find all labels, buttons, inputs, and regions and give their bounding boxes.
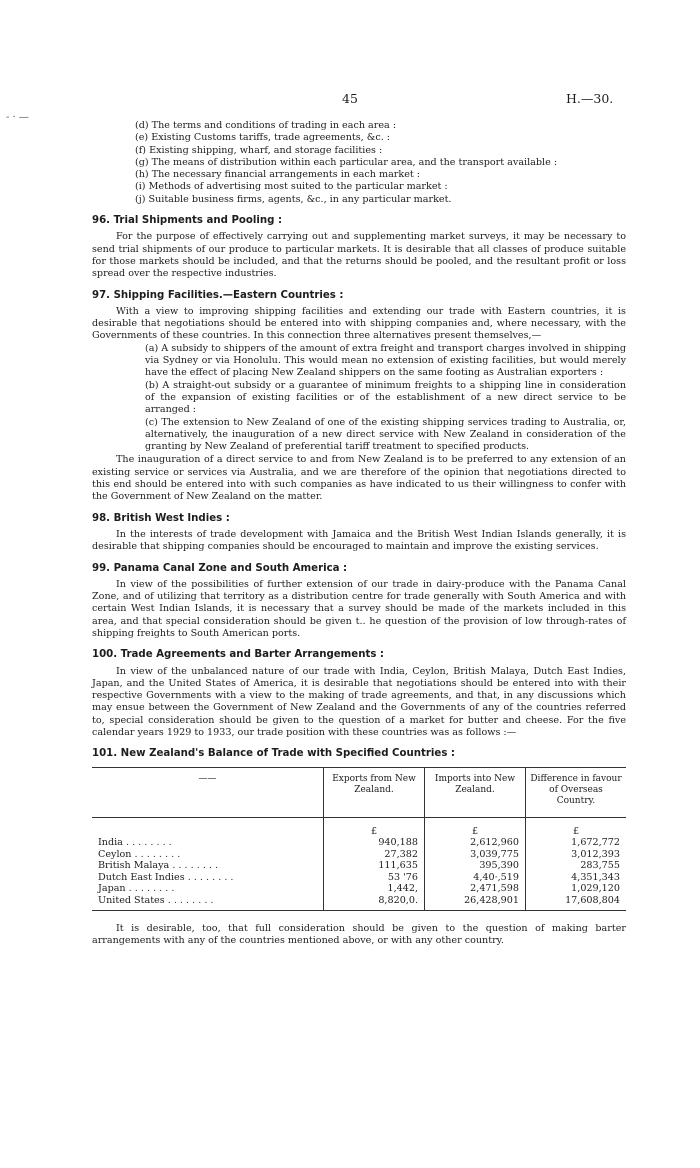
list-item: (f) Existing shipping, wharf, and storage facilities : — [135, 144, 383, 156]
country-name: Japan — [98, 883, 126, 895]
alternative-item: (a) A subsidy to shippers of the amount of extra freight and transport charges involved in shipping via Sydney or via Honolulu. This would mean no extension of existing facilities, but would merely have the effect of placing New Zealand shippers on the same footing as Australian exporters : — [145, 342, 626, 379]
exports-value: 1,442, — [324, 883, 425, 895]
unit-label: £ — [324, 817, 425, 837]
alternative-item: (c) The extension to New Zealand of one of the existing shipping services trading to Australia, or, alternatively, the inauguration of a new direct service with New Zealand in consideration of the granting by New Zealand of preferential tariff treatment to specified products. — [145, 416, 626, 453]
leader-dots: . . . . . . . . — [172, 860, 219, 872]
difference-value: 4,351,343 — [526, 872, 627, 884]
section-100-text: In view of the unbalanced nature of our trade with India, Ceylon, British Malaya, Dutch East Indies, Japan, and the United States of America, it is desirable that negotiations should be entered into with their respective Governments with a view to the making of trade agreements, and that, in any discussions which may ensue between the Government of New Zealand and the Governments of any of the countries referred to, special consideration should be given to the question of a market for butter and cheese. For the five calendar years 1929 to 1933, our trade position with these countries was as follows :— — [92, 665, 626, 739]
table-header-row — [92, 767, 626, 817]
difference-value: 3,012,393 — [526, 849, 627, 861]
balance-of-trade-table — [92, 767, 626, 912]
country-name: United States — [98, 894, 165, 906]
section-97-intro: With a view to improving shipping facilities and extending our trade with Eastern countries, it is desirable that negotiations should be entered into with shipping companies and, where necessary, with the Governments of these countries. In this connection three alternatives present themselves,— — [92, 305, 626, 342]
section-99-text: In view of the possibilities of further extension of our trade in dairy-produce with the Panama Canal Zone, and of utilizing that territory as a distribution centre for trade generally with South America and with certain West Indian Islands, it is necessary that a survey should be made of the markets included in this area, and that special consideration should be given t.. he question of the provision of low through-rates of shipping freights to South American ports. — [92, 578, 626, 639]
unit-label: £ — [425, 817, 526, 837]
leader-dots: . . . . . . . . — [167, 894, 214, 906]
page-number: 45 — [342, 91, 358, 106]
alternative-item: (b) A straight-out subsidy or a guarantee of minimum freights to a shipping line in consideration of the expansion of existing facilities or of the establishment of a new direct service to be arranged : — [145, 379, 626, 416]
country-name: India — [98, 837, 123, 849]
imports-value: 26,428,901 — [425, 895, 526, 911]
exports-value: 27,382 — [324, 849, 425, 861]
table-row — [92, 849, 626, 861]
leader-dots: . . . . . . . . — [187, 871, 234, 883]
section-101-heading: 101. New Zealand's Balance of Trade with Specified Countries : — [92, 748, 455, 760]
exports-column-header: Exports from New Zealand. — [324, 767, 425, 817]
exports-value: 940,188 — [324, 837, 425, 849]
list-item: (j) Suitable business firms, agents, &c., in any particular market. — [135, 193, 452, 205]
imports-value: 2,612,960 — [425, 837, 526, 849]
document-reference: H.—30. — [566, 91, 614, 106]
table-unit-row — [92, 817, 626, 837]
section-96-heading: 96. Trial Shipments and Pooling : — [92, 215, 283, 227]
country-name: Dutch East Indies — [98, 871, 185, 883]
section-97-heading: 97. Shipping Facilities.—Eastern Countries : — [92, 289, 344, 301]
list-item: (i) Methods of advertising most suited to the particular market : — [135, 181, 448, 193]
section-97-conclusion: The inauguration of a direct service to and from New Zealand is to be preferred to any extension of an existing service or services via Australia, and we are therefore of the opinion that negotiations directed to this end should be entered into with such companies as have indicated to us their willingness to confer with the Government of New Zealand on the matter. — [92, 454, 626, 503]
exports-value: 53 '76 — [324, 872, 425, 884]
table-corner-header: —— — [92, 767, 324, 817]
difference-value: 1,672,772 — [526, 837, 627, 849]
margin-mark: - · — — [6, 112, 29, 123]
unit-label: £ — [526, 817, 627, 837]
imports-value: 395,390 — [425, 860, 526, 872]
section-99-heading: 99. Panama Canal Zone and South America : — [92, 562, 348, 574]
table-row — [92, 895, 626, 911]
table-row — [92, 860, 626, 872]
leader-dots: . . . . . . . . — [134, 848, 181, 860]
country-name: Ceylon — [98, 848, 132, 860]
section-101-closing: It is desirable, too, that full consideration should be given to the question of making barter arrangements with any of the countries mentioned above, or with any other country. — [92, 923, 626, 947]
survey-items-list — [92, 120, 626, 206]
difference-value: 17,608,804 — [526, 895, 627, 911]
list-item: (h) The necessary financial arrangements in each market : — [135, 169, 421, 181]
exports-value: 8,820,0. — [324, 895, 425, 911]
list-item: (e) Existing Customs tariffs, trade agreements, &c. : — [135, 132, 391, 144]
leader-dots: . . . . . . . . — [128, 883, 175, 895]
section-96-text: For the purpose of effectively carrying out and supplementing market surveys, it may be necessary to send trial shipments of our produce to particular markets. It is desirable that all classes of produce suitable for those markets should be included, and that the returns should be pooled, and the resultant profit or loss spread over the respective industries. — [92, 231, 626, 280]
table-row — [92, 883, 626, 895]
list-item: (d) The terms and conditions of trading in each area : — [135, 120, 397, 131]
list-item: (g) The means of distribution within each particular area, and the transport available : — [135, 156, 558, 168]
table-row — [92, 872, 626, 884]
section-98-text: In the interests of trade development with Jamaica and the British West Indian Islands generally, it is desirable that shipping companies should be encouraged to maintain and improve the existing services. — [92, 528, 626, 553]
section-98-heading: 98. British West Indies : — [92, 512, 230, 524]
difference-column-header: Difference in favour of Overseas Country. — [526, 767, 627, 817]
imports-value: 3,039,775 — [425, 849, 526, 861]
difference-value: 283,755 — [526, 860, 627, 872]
leader-dots: . . . . . . . . — [125, 837, 172, 849]
section-100-heading: 100. Trade Agreements and Barter Arrangements : — [92, 649, 385, 661]
page-body — [92, 120, 626, 948]
country-name: British Malaya — [98, 860, 170, 872]
exports-value: 111,635 — [324, 860, 425, 872]
imports-value: 2,471,598 — [425, 883, 526, 895]
difference-value: 1,029,120 — [526, 883, 627, 895]
shipping-alternatives-list — [92, 343, 626, 454]
table-row — [92, 837, 626, 849]
imports-value: 4,40·,519 — [425, 872, 526, 884]
imports-column-header: Imports into New Zealand. — [425, 767, 526, 817]
